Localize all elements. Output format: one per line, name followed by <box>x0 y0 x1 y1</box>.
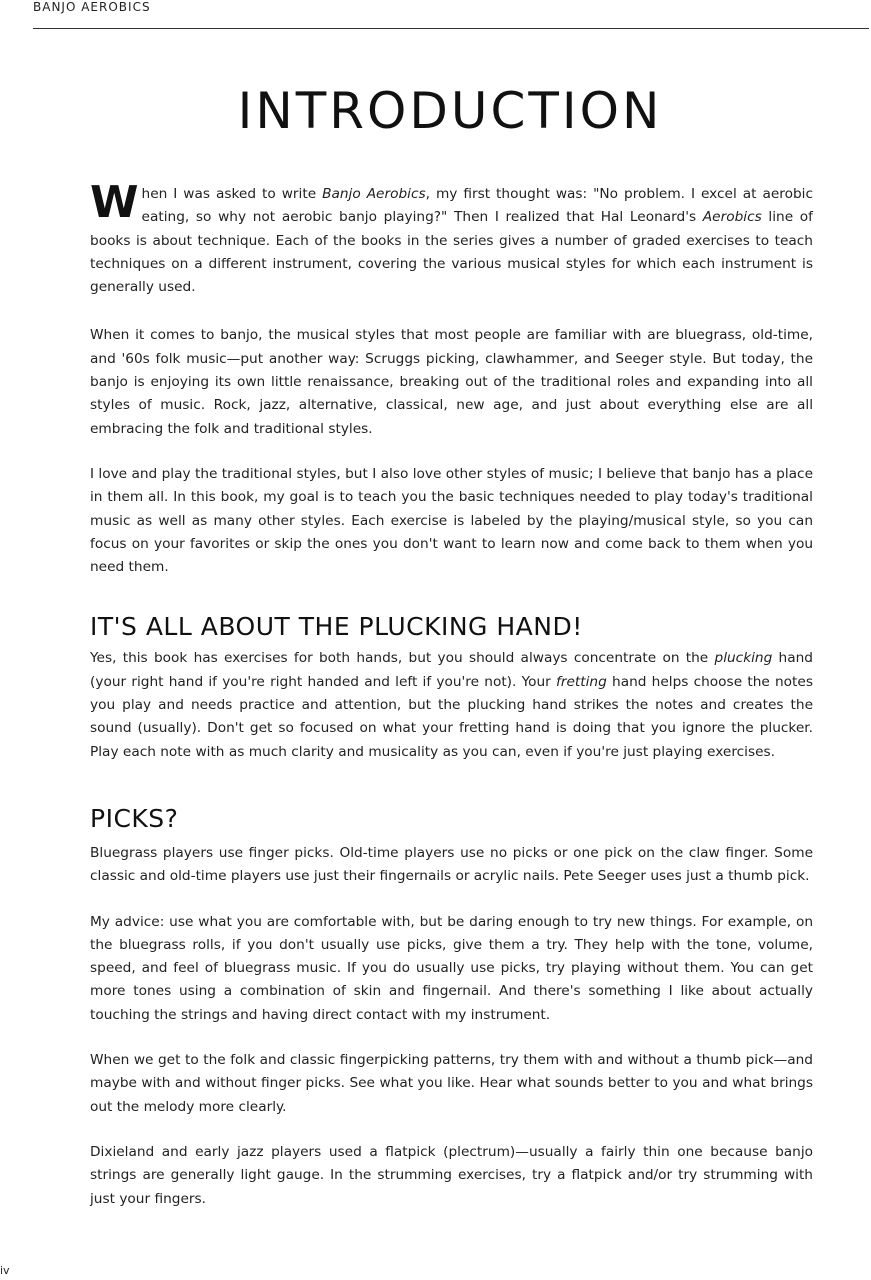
section-heading-plucking-hand: IT'S ALL ABOUT THE PLUCKING HAND! <box>90 612 583 642</box>
picks-paragraph-1: Bluegrass players use finger picks. Old-time players use no picks or one pick on the claw finger. Some classic and old-time players use just their fingernails or acrylic nails. Pete Seeger uses just a thumb pick. <box>90 844 813 885</box>
intro-paragraph-1 <box>90 177 813 299</box>
picks-paragraph-3: When we get to the folk and classic fingerpicking patterns, try them with and without a thumb pick—and maybe with and without finger picks. See what you like. Hear what sounds better to you and what brings out the melody more clearly. <box>90 1052 813 1115</box>
intro-paragraph-2: When it comes to banjo, the musical styles that most people are familiar with are bluegrass, old-time, and '60s folk music—put another way: Scruggs picking, clawhammer, and Seeger style. But today, the banjo is enjoying its own little renaissance, breaking out of the traditional roles and expanding into all styles of music. Rock, jazz, alternative, classical, new age, and just about everything else are all embracing the folk and traditional styles. <box>90 327 813 437</box>
italic-text: Aerobics <box>702 209 762 226</box>
picks-paragraph-2: My advice: use what you are comfortable with, but be daring enough to try new things. For example, on the bluegrass rolls, if you don't usually use picks, give them a try. They help with the tone, volume, speed, and feel of bluegrass music. If you do usually use picks, try playing without them. You can get more tones using a combination of skin and fingernail. And there's something I like about actually touching the strings and having direct contact with my instrument. <box>90 913 813 1023</box>
running-header: BANJO AEROBICS <box>33 0 151 14</box>
section-heading-picks: PICKS? <box>90 803 179 833</box>
intro-paragraph-1-text <box>90 177 813 296</box>
page-title: INTRODUCTION <box>237 82 663 140</box>
plucking-paragraph-1 <box>90 647 813 763</box>
text-run: line of books is about technique. Each of the books in the series gives a number of graded exercises to teach techniques on a different instrument, covering the various musical styles for which each instrument is generally used. <box>90 209 813 296</box>
intro-paragraph-3: I love and play the traditional styles, but I also love other styles of music; I believe that banjo has a place in them all. In this book, my goal is to teach you the basic techniques needed to play today's traditional music as well as many other styles. Each exercise is labeled by the playing/musical style, so you can focus on your favorites or skip the ones you don't want to learn now and come back to them when you need them. <box>90 465 813 576</box>
header-rule <box>33 28 869 29</box>
text-run: hen I was asked to write <box>141 186 323 202</box>
text-run: hand helps choose the notes you play and needs practice and attention, but the plucking hand strikes the notes and creates the sound (usually). Don't get so focused on what your fretting hand is doing that you ignore the plucker. Play each note with as much clarity and musicality as you can, even if you're just playing exercises. <box>90 673 813 760</box>
text-run: Yes, this book has exercises for both hands, but you should always concentrate on the <box>90 650 715 667</box>
picks-paragraph-4: Dixieland and early jazz players used a flatpick (plectrum)—usually a fairly thin one because banjo strings are generally light gauge. In the strumming exercises, try a flatpick and/or try strumming with just your fingers. <box>90 1143 813 1207</box>
italic-text: fretting <box>556 673 607 690</box>
italic-text: plucking <box>714 650 773 667</box>
page-number: iv <box>0 1264 10 1277</box>
italic-text: Banjo Aerobics <box>322 186 426 202</box>
text-run: , my first thought was: "No problem. I excel at aerobic eating, so why not aerobic banjo playing?" Then I realized that Hal Leonard's <box>141 186 813 226</box>
page-body <box>90 177 813 1233</box>
drop-cap: W <box>90 177 139 228</box>
text-run: hand (your right hand if you're right handed and left if you're not). Your <box>90 650 813 690</box>
